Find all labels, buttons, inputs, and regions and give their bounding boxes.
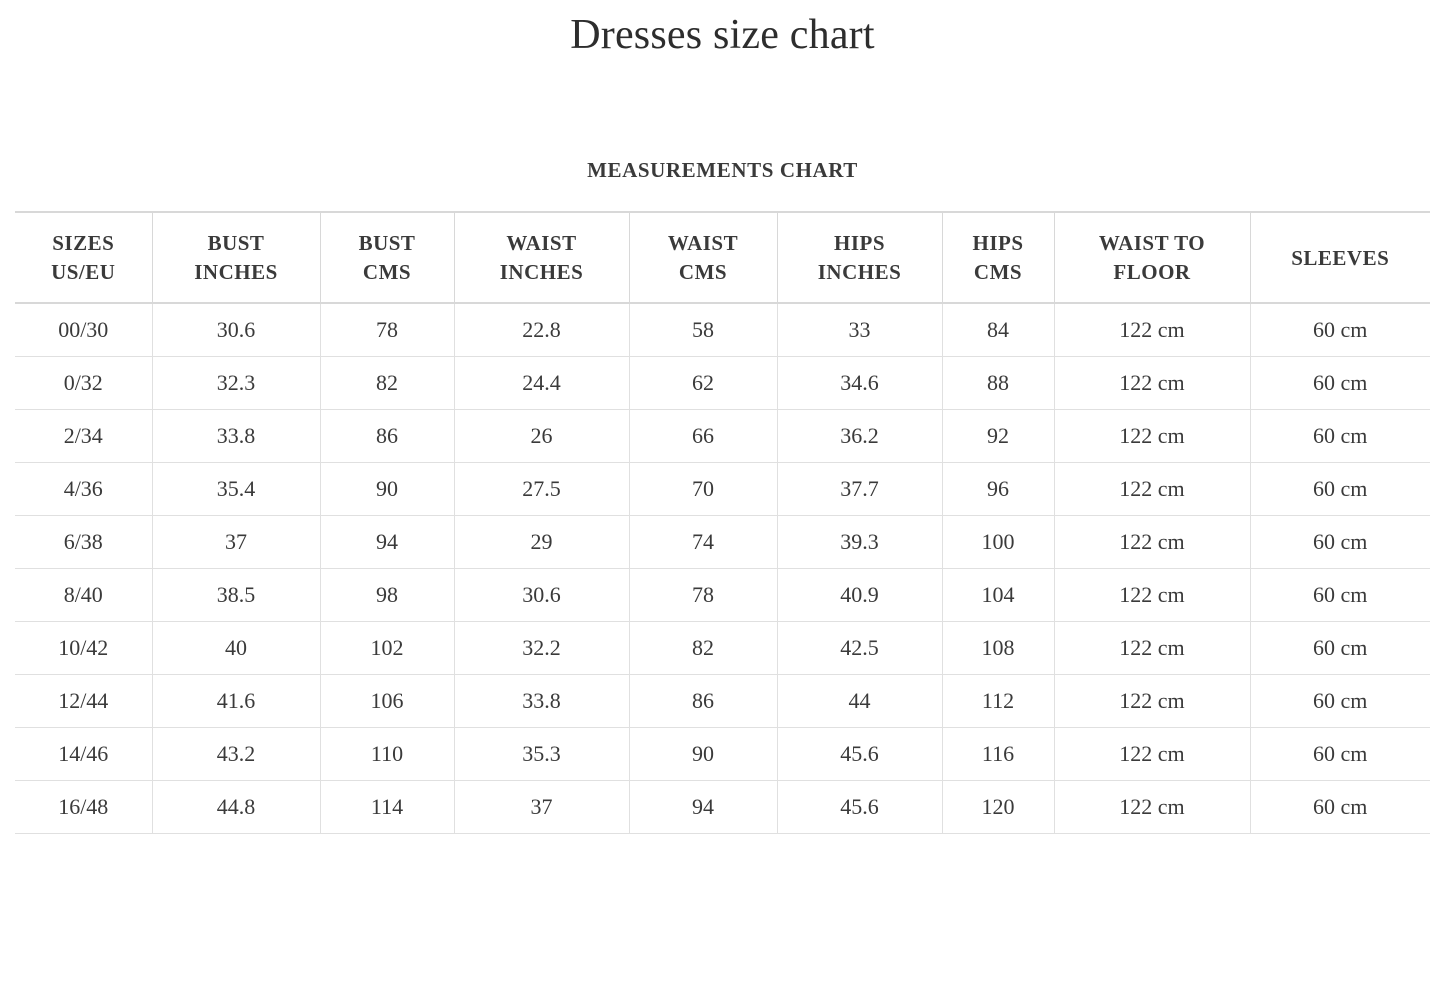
size-cell: 12/44 [15, 675, 152, 728]
table-row [15, 303, 1430, 357]
measurement-cell: 40.9 [777, 569, 942, 622]
measurement-cell: 60 cm [1250, 781, 1430, 834]
column-header-line: INCHES [194, 259, 278, 284]
measurement-cell: 36.2 [777, 410, 942, 463]
measurement-cell: 60 cm [1250, 728, 1430, 781]
column-header-4 [629, 212, 777, 303]
measurement-cell: 112 [942, 675, 1054, 728]
measurement-cell: 88 [942, 357, 1054, 410]
size-cell: 10/42 [15, 622, 152, 675]
measurement-cell: 78 [629, 569, 777, 622]
measurement-cell: 122 cm [1054, 728, 1250, 781]
table-row [15, 569, 1430, 622]
column-header-line: BUST [207, 231, 265, 256]
column-header-line: CMS [973, 259, 1023, 284]
measurement-cell: 39.3 [777, 516, 942, 569]
measurement-cell: 60 cm [1250, 675, 1430, 728]
measurement-cell: 94 [320, 516, 454, 569]
table-row [15, 675, 1430, 728]
measurements-table [15, 211, 1430, 834]
measurement-cell: 122 cm [1054, 781, 1250, 834]
table-body [15, 303, 1430, 834]
table-row [15, 516, 1430, 569]
measurement-cell: 66 [629, 410, 777, 463]
size-chart-page [0, 10, 1445, 834]
measurement-cell: 40 [152, 622, 320, 675]
column-header-2 [320, 212, 454, 303]
measurement-cell: 43.2 [152, 728, 320, 781]
measurement-cell: 122 cm [1054, 303, 1250, 357]
size-cell: 16/48 [15, 781, 152, 834]
column-header-line: WAIST TO [1098, 231, 1206, 256]
measurement-cell: 34.6 [777, 357, 942, 410]
column-header-line: HIPS [833, 231, 885, 256]
table-header-row [15, 212, 1430, 303]
measurement-cell: 62 [629, 357, 777, 410]
measurement-cell: 60 cm [1250, 463, 1430, 516]
measurement-cell: 114 [320, 781, 454, 834]
measurement-cell: 110 [320, 728, 454, 781]
column-header-8 [1250, 212, 1430, 303]
measurement-cell: 35.4 [152, 463, 320, 516]
measurement-cell: 26 [454, 410, 629, 463]
measurement-cell: 122 cm [1054, 622, 1250, 675]
measurement-cell: 78 [320, 303, 454, 357]
measurement-cell: 122 cm [1054, 463, 1250, 516]
measurement-cell: 60 cm [1250, 357, 1430, 410]
size-cell: 4/36 [15, 463, 152, 516]
measurement-cell: 60 cm [1250, 303, 1430, 357]
measurement-cell: 122 cm [1054, 569, 1250, 622]
column-header-0 [15, 212, 152, 303]
page-title: Dresses size chart [570, 12, 875, 58]
size-cell: 2/34 [15, 410, 152, 463]
column-header-line: SLEEVES [1291, 245, 1390, 270]
measurement-cell: 42.5 [777, 622, 942, 675]
column-header-5 [777, 212, 942, 303]
measurement-cell: 70 [629, 463, 777, 516]
measurement-cell: 45.6 [777, 728, 942, 781]
column-header-1 [152, 212, 320, 303]
measurement-cell: 38.5 [152, 569, 320, 622]
measurement-cell: 60 cm [1250, 516, 1430, 569]
size-cell: 8/40 [15, 569, 152, 622]
measurement-cell: 44.8 [152, 781, 320, 834]
measurement-cell: 45.6 [777, 781, 942, 834]
measurement-cell: 96 [942, 463, 1054, 516]
measurement-cell: 41.6 [152, 675, 320, 728]
table-header [15, 212, 1430, 303]
column-header-line: WAIST [667, 231, 739, 256]
measurement-cell: 60 cm [1250, 622, 1430, 675]
column-header-line: CMS [678, 259, 728, 284]
column-header-7 [1054, 212, 1250, 303]
measurement-cell: 29 [454, 516, 629, 569]
measurement-cell: 120 [942, 781, 1054, 834]
column-header-line: FLOOR [1113, 259, 1191, 284]
chart-subtitle: MEASUREMENTS CHART [587, 158, 858, 183]
table-row [15, 410, 1430, 463]
column-header-line: HIPS [972, 231, 1024, 256]
measurement-cell: 100 [942, 516, 1054, 569]
measurement-cell: 60 cm [1250, 569, 1430, 622]
measurement-cell: 84 [942, 303, 1054, 357]
measurement-cell: 33.8 [454, 675, 629, 728]
measurement-cell: 37.7 [777, 463, 942, 516]
column-header-line: CMS [362, 259, 412, 284]
measurement-cell: 122 cm [1054, 357, 1250, 410]
column-header-line: SIZES [52, 231, 115, 256]
column-header-3 [454, 212, 629, 303]
measurement-cell: 37 [152, 516, 320, 569]
measurement-cell: 37 [454, 781, 629, 834]
table-row [15, 463, 1430, 516]
size-cell: 00/30 [15, 303, 152, 357]
measurement-cell: 122 cm [1054, 516, 1250, 569]
measurement-cell: 82 [629, 622, 777, 675]
measurement-cell: 33.8 [152, 410, 320, 463]
measurement-cell: 106 [320, 675, 454, 728]
column-header-6 [942, 212, 1054, 303]
measurement-cell: 33 [777, 303, 942, 357]
measurement-cell: 122 cm [1054, 675, 1250, 728]
column-header-line: INCHES [817, 259, 902, 284]
measurement-cell: 92 [942, 410, 1054, 463]
measurement-cell: 90 [320, 463, 454, 516]
size-cell: 0/32 [15, 357, 152, 410]
measurement-cell: 24.4 [454, 357, 629, 410]
column-header-line: INCHES [499, 259, 584, 284]
table-row [15, 622, 1430, 675]
table-row [15, 357, 1430, 410]
measurement-cell: 35.3 [454, 728, 629, 781]
column-header-line: US/EU [51, 259, 116, 284]
measurement-cell: 44 [777, 675, 942, 728]
measurement-cell: 104 [942, 569, 1054, 622]
measurement-cell: 32.2 [454, 622, 629, 675]
measurement-cell: 102 [320, 622, 454, 675]
table-row [15, 781, 1430, 834]
measurement-cell: 60 cm [1250, 410, 1430, 463]
measurement-cell: 30.6 [454, 569, 629, 622]
size-cell: 6/38 [15, 516, 152, 569]
measurement-cell: 74 [629, 516, 777, 569]
measurement-cell: 86 [629, 675, 777, 728]
size-cell: 14/46 [15, 728, 152, 781]
column-header-line: WAIST [506, 231, 577, 256]
measurement-cell: 27.5 [454, 463, 629, 516]
measurement-cell: 22.8 [454, 303, 629, 357]
measurement-cell: 86 [320, 410, 454, 463]
measurement-cell: 108 [942, 622, 1054, 675]
table-row [15, 728, 1430, 781]
measurement-cell: 94 [629, 781, 777, 834]
measurement-cell: 122 cm [1054, 410, 1250, 463]
measurement-cell: 116 [942, 728, 1054, 781]
measurement-cell: 82 [320, 357, 454, 410]
measurement-cell: 90 [629, 728, 777, 781]
measurement-cell: 58 [629, 303, 777, 357]
column-header-line: BUST [358, 231, 416, 256]
measurement-cell: 30.6 [152, 303, 320, 357]
measurement-cell: 32.3 [152, 357, 320, 410]
measurement-cell: 98 [320, 569, 454, 622]
